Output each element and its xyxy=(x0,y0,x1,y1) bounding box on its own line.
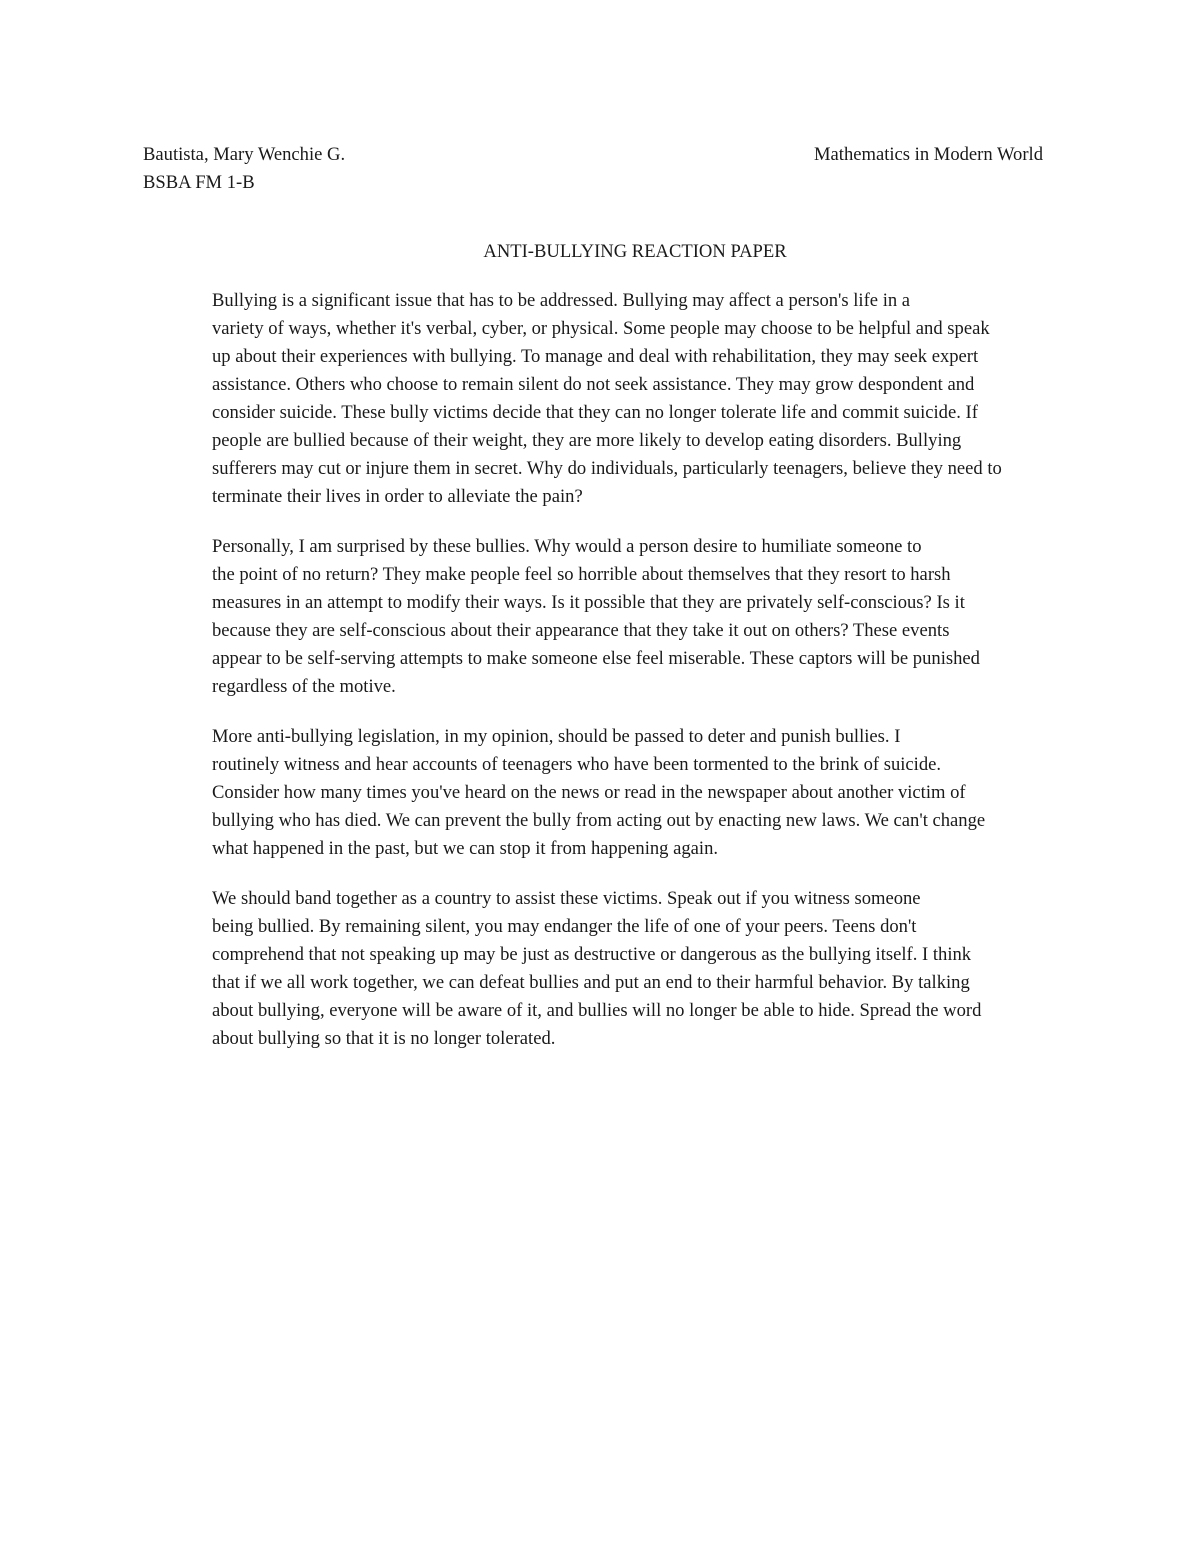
paragraph-line: terminate their lives in order to alleviate the pain? xyxy=(212,486,583,507)
paragraph-line: up about their experiences with bullying. To manage and deal with rehabilitation, they may seek expert xyxy=(212,346,979,367)
paragraph-line: variety of ways, whether it's verbal, cyber, or physical. Some people may choose to be helpful and speak xyxy=(212,318,990,339)
paragraph-line: because they are self-conscious about their appearance that they take it out on others? These events xyxy=(212,620,950,641)
paragraph-line: consider suicide. These bully victims decide that they can no longer tolerate life and commit suicide. If xyxy=(212,402,978,423)
paragraph-line: people are bullied because of their weight, they are more likely to develop eating disorders. Bullying xyxy=(212,430,962,451)
paragraph-line: Consider how many times you've heard on the news or read in the newspaper about another victim of xyxy=(212,782,966,803)
paragraph-line: bullying who has died. We can prevent the bully from acting out by enacting new laws. We can't change xyxy=(212,810,986,831)
paragraph-1 xyxy=(143,287,1061,511)
paragraph-line: that if we all work together, we can defeat bullies and put an end to their harmful behavior. By talking xyxy=(212,972,970,993)
paragraph-2 xyxy=(143,533,1061,701)
paragraph-3 xyxy=(143,723,1061,863)
course-name: Mathematics in Modern World xyxy=(814,144,1043,165)
paragraph-line: We should band together as a country to assist these victims. Speak out if you witness someone xyxy=(212,888,921,909)
document-body xyxy=(143,287,1061,1075)
paragraph-line: assistance. Others who choose to remain silent do not seek assistance. They may grow despondent and xyxy=(212,374,975,395)
paragraph-line: Personally, I am surprised by these bullies. Why would a person desire to humiliate someone to xyxy=(212,536,922,557)
paragraph-line: routinely witness and hear accounts of teenagers who have been tormented to the brink of suicide. xyxy=(212,754,942,775)
paragraph-line: comprehend that not speaking up may be just as destructive or dangerous as the bullying itself. I think xyxy=(212,944,972,965)
header-row-top xyxy=(143,141,1043,169)
paragraph-line: appear to be self-serving attempts to make someone else feel miserable. These captors will be punished xyxy=(212,648,980,669)
paragraph-line: about bullying so that it is no longer tolerated. xyxy=(212,1028,556,1049)
paragraph-line: being bullied. By remaining silent, you may endanger the life of one of your peers. Teens don't xyxy=(212,916,917,937)
paragraph-line: Bullying is a significant issue that has to be addressed. Bullying may affect a person's life in a xyxy=(212,290,911,311)
paragraph-line: regardless of the motive. xyxy=(212,676,396,697)
document-header xyxy=(143,141,1043,197)
student-name: Bautista, Mary Wenchie G. xyxy=(143,144,346,165)
paragraph-4 xyxy=(143,885,1061,1053)
section-name: BSBA FM 1-B xyxy=(143,172,255,193)
paragraph-line: measures in an attempt to modify their ways. Is it possible that they are privately self-conscious? Is it xyxy=(212,592,965,613)
paragraph-line: sufferers may cut or injure them in secret. Why do individuals, particularly teenagers, believe they need to xyxy=(212,458,1002,479)
document-title: ANTI-BULLYING REACTION PAPER xyxy=(483,241,787,262)
paragraph-line: what happened in the past, but we can stop it from happening again. xyxy=(212,838,719,859)
paragraph-line: about bullying, everyone will be aware of it, and bullies will no longer be able to hide. Spread the word xyxy=(212,1000,982,1021)
header-row-bottom xyxy=(143,169,1043,197)
paragraph-line: the point of no return? They make people feel so horrible about themselves that they resort to harsh xyxy=(212,564,951,585)
paragraph-line: More anti-bullying legislation, in my opinion, should be passed to deter and punish bullies. I xyxy=(212,726,901,747)
